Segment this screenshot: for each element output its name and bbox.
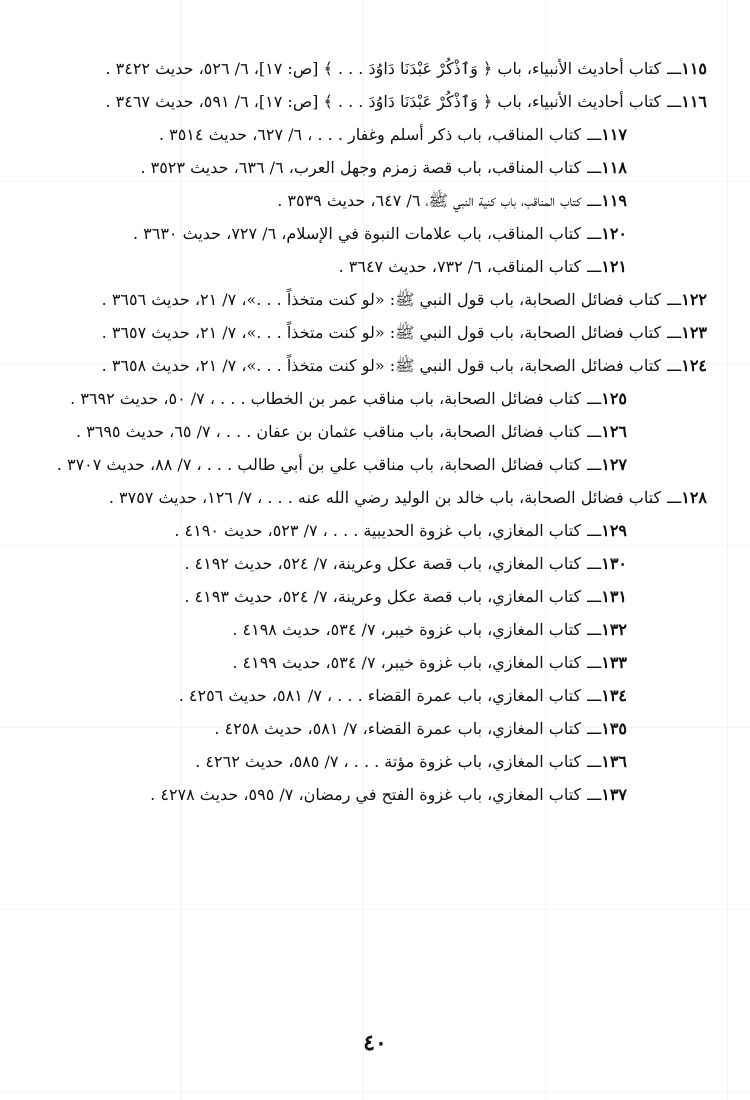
entry-text: كتاب فضائل الصحابة، باب خالد بن الوليد رضي الله عنه . . . ، ٧/ ١٢٦، حديث ٣٧٥٧ .: [108, 488, 662, 507]
list-item: ١٢٦ـــ كتاب فضائل الصحابة، باب مناقب عثمان بن عفان . . . ، ٧/ ٦٥، حديث ٣٦٩٥ .: [40, 415, 627, 448]
list-item: ١١٧ـــ كتاب المناقب، باب ذكر أسلم وغفار . . . ، ٦/ ٦٢٧، حديث ٣٥١٤ .: [40, 118, 627, 151]
entry-text: كتاب فضائل الصحابة، باب قول النبي ﷺ: «لو كنت متخذاً . . .»، ٧/ ٢١، حديث ٣٦٥٨ .: [101, 356, 662, 375]
entry-text: كتاب المغازي، باب قصة عكل وعرينة، ٧/ ٥٢٤، حديث ٤١٩٣ .: [184, 587, 582, 606]
entry-text: كتاب المغازي، باب غزوة مؤتة . . . ، ٧/ ٥٨٥، حديث ٤٢٦٢ .: [195, 752, 582, 771]
entry-text: كتاب المغازي، باب غزوة الحديبية . . . ، ٧/ ٥٢٣، حديث ٤١٩٠ .: [174, 521, 582, 540]
list-item: ١٢٢ـــ كتاب فضائل الصحابة، باب قول النبي ﷺ: «لو كنت متخذاً . . .»، ٧/ ٢١، حديث ٣٦٥٦ .: [40, 283, 707, 316]
list-item: ١٣٥ـــ كتاب المغازي، باب عمرة القضاء، ٧/ ٥٨١، حديث ٤٢٥٨ .: [40, 712, 627, 745]
list-item: ١٢٤ـــ كتاب فضائل الصحابة، باب قول النبي ﷺ: «لو كنت متخذاً . . .»، ٧/ ٢١، حديث ٣٦٥٨ .: [40, 349, 707, 382]
entry-number: ١٣٢: [601, 620, 627, 639]
list-item: ١٢٧ـــ كتاب فضائل الصحابة، باب مناقب علي بن أبي طالب . . . ، ٧/ ٨٨، حديث ٣٧٠٧ .: [40, 448, 627, 481]
list-item: ١٢٥ـــ كتاب فضائل الصحابة، باب مناقب عمر بن الخطاب . . . ، ٧/ ٥٠، حديث ٣٦٩٢ .: [40, 382, 627, 415]
entry-number: ١٢٢: [681, 290, 707, 309]
entry-number: ١٢٠: [601, 224, 627, 243]
list-item: ١١٩ـــ كتاب المناقب، باب كنية النبي ﷺ، ٦/ ٦٤٧، حديث ٣٥٣٩ .: [40, 184, 627, 217]
entry-number: ١٢٩: [601, 521, 627, 540]
entry-text: كتاب المغازي، باب غزوة خيبر، ٧/ ٥٣٤، حديث ٤١٩٩ .: [232, 653, 582, 672]
entry-text: كتاب فضائل الصحابة، باب مناقب عثمان بن عفان . . . ، ٧/ ٦٥، حديث ٣٦٩٥ .: [75, 422, 582, 441]
entry-number: ١٣٦: [601, 752, 627, 771]
list-item: ١٢٩ـــ كتاب المغازي، باب غزوة الحديبية . . . ، ٧/ ٥٢٣، حديث ٤١٩٠ .: [40, 514, 627, 547]
entry-text: كتاب أحاديث الأنبياء، باب ﴿ وَٱذْكُرْ عَبْدَنَا دَاوُدَ . . . ﴾ [ص: ١٧]، ٦/ ٥٩١، حديث ٣٤٦٧ .: [105, 92, 662, 111]
list-item: ١٣٢ـــ كتاب المغازي، باب غزوة خيبر، ٧/ ٥٣٤، حديث ٤١٩٨ .: [40, 613, 627, 646]
list-item: ١١٨ـــ كتاب المناقب، باب قصة زمزم وجهل العرب، ٦/ ٦٣٦، حديث ٣٥٢٣ .: [40, 151, 627, 184]
reference-list: [40, 52, 707, 811]
entry-number: ١٢٧: [601, 455, 627, 474]
entry-number: ١١٧: [601, 125, 627, 144]
list-item: ١٣٤ـــ كتاب المغازي، باب عمرة القضاء . . . ، ٧/ ٥٨١، حديث ٤٢٥٦ .: [40, 679, 627, 712]
entry-text: كتاب المغازي، باب عمرة القضاء . . . ، ٧/ ٥٨١، حديث ٤٢٥٦ .: [178, 686, 582, 705]
entry-number: ١٣٥: [601, 719, 627, 738]
entry-number: ١٢٨: [681, 488, 707, 507]
list-item: ١٢٣ـــ كتاب فضائل الصحابة، باب قول النبي ﷺ: «لو كنت متخذاً . . .»، ٧/ ٢١، حديث ٣٦٥٧ .: [40, 316, 707, 349]
list-item: ١١٦ـــ كتاب أحاديث الأنبياء، باب ﴿ وَٱذْكُرْ عَبْدَنَا دَاوُدَ . . . ﴾ [ص: ١٧]، ٦/ ٥٩١، حديث ٣٤٦٧ .: [40, 85, 707, 118]
list-item: ١٣١ـــ كتاب المغازي، باب قصة عكل وعرينة، ٧/ ٥٢٤، حديث ٤١٩٣ .: [40, 580, 627, 613]
entry-number: ١٣٠: [601, 554, 627, 573]
entry-text: كتاب المناقب، باب ذكر أسلم وغفار . . . ، ٦/ ٦٢٧، حديث ٣٥١٤ .: [158, 125, 582, 144]
entry-number: ١٣١: [601, 587, 627, 606]
page-number: ٤٠: [363, 1030, 387, 1056]
entry-number: ١٢٤: [681, 356, 707, 375]
entry-text: كتاب المغازي، باب غزوة الفتح في رمضان، ٧/ ٥٩٥، حديث ٤٢٧٨ .: [150, 785, 582, 804]
entry-number: ١٢٥: [601, 389, 627, 408]
entry-number: ١٣٤: [601, 686, 627, 705]
entry-text: كتاب المناقب، ٦/ ٧٣٢، حديث ٣٦٤٧ .: [338, 257, 582, 276]
entry-text: كتاب المناقب، باب كنية النبي ﷺ، ٦/ ٦٤٧، حديث ٣٥٣٩ .: [277, 191, 582, 210]
entry-number: ١٣٧: [601, 785, 627, 804]
entry-text: كتاب فضائل الصحابة، باب مناقب علي بن أبي طالب . . . ، ٧/ ٨٨، حديث ٣٧٠٧ .: [56, 455, 582, 474]
entry-number: ١١٨: [601, 158, 627, 177]
list-item: ١٣٠ـــ كتاب المغازي، باب قصة عكل وعرينة، ٧/ ٥٢٤، حديث ٤١٩٢ .: [40, 547, 627, 580]
entry-number: ١٢٣: [681, 323, 707, 342]
entry-number: ١٢٦: [601, 422, 627, 441]
list-item: ١١٥ـــ كتاب أحاديث الأنبياء، باب ﴿ وَٱذْكُرْ عَبْدَنَا دَاوُدَ . . . ﴾ [ص: ١٧]، ٦/ ٥٢٦، حديث ٣٤٢٢ .: [40, 52, 707, 85]
entry-text: كتاب فضائل الصحابة، باب قول النبي ﷺ: «لو كنت متخذاً . . .»، ٧/ ٢١، حديث ٣٦٥٧ .: [101, 323, 662, 342]
list-item: ١٢١ـــ كتاب المناقب، ٦/ ٧٣٢، حديث ٣٦٤٧ .: [40, 250, 627, 283]
entry-text: كتاب المغازي، باب غزوة خيبر، ٧/ ٥٣٤، حديث ٤١٩٨ .: [232, 620, 582, 639]
entry-number: ١١٩: [601, 191, 627, 210]
entry-text: كتاب المغازي، باب عمرة القضاء، ٧/ ٥٨١، حديث ٤٢٥٨ .: [214, 719, 582, 738]
list-item: ١٣٧ـــ كتاب المغازي، باب غزوة الفتح في رمضان، ٧/ ٥٩٥، حديث ٤٢٧٨ .: [40, 778, 627, 811]
list-item: ١٣٣ـــ كتاب المغازي، باب غزوة خيبر، ٧/ ٥٣٤، حديث ٤١٩٩ .: [40, 646, 627, 679]
entry-number: ١٢١: [601, 257, 627, 276]
entry-number: ١٣٣: [601, 653, 627, 672]
entry-text: كتاب فضائل الصحابة، باب قول النبي ﷺ: «لو كنت متخذاً . . .»، ٧/ ٢١، حديث ٣٦٥٦ .: [101, 290, 662, 309]
entry-text: كتاب أحاديث الأنبياء، باب ﴿ وَٱذْكُرْ عَبْدَنَا دَاوُدَ . . . ﴾ [ص: ١٧]، ٦/ ٥٢٦، حديث ٣٤٢٢ .: [105, 59, 662, 78]
list-item: ١٣٦ـــ كتاب المغازي، باب غزوة مؤتة . . . ، ٧/ ٥٨٥، حديث ٤٢٦٢ .: [40, 745, 627, 778]
list-item: ١٢٠ـــ كتاب المناقب، باب علامات النبوة في الإسلام، ٦/ ٧٢٧، حديث ٣٦٣٠ .: [40, 217, 627, 250]
entry-number: ١١٥: [681, 59, 707, 78]
list-item: ١٢٨ـــ كتاب فضائل الصحابة، باب خالد بن الوليد رضي الله عنه . . . ، ٧/ ١٢٦، حديث ٣٧٥٧ .: [40, 481, 707, 514]
entry-text: كتاب المناقب، باب قصة زمزم وجهل العرب، ٦/ ٦٣٦، حديث ٣٥٢٣ .: [140, 158, 582, 177]
entry-text: كتاب فضائل الصحابة، باب مناقب عمر بن الخطاب . . . ، ٧/ ٥٠، حديث ٣٦٩٢ .: [70, 389, 582, 408]
entry-text: كتاب المناقب، باب علامات النبوة في الإسلام، ٦/ ٧٢٧، حديث ٣٦٣٠ .: [132, 224, 582, 243]
entry-text: كتاب المغازي، باب قصة عكل وعرينة، ٧/ ٥٢٤، حديث ٤١٩٢ .: [184, 554, 582, 573]
entry-number: ١١٦: [681, 92, 707, 111]
